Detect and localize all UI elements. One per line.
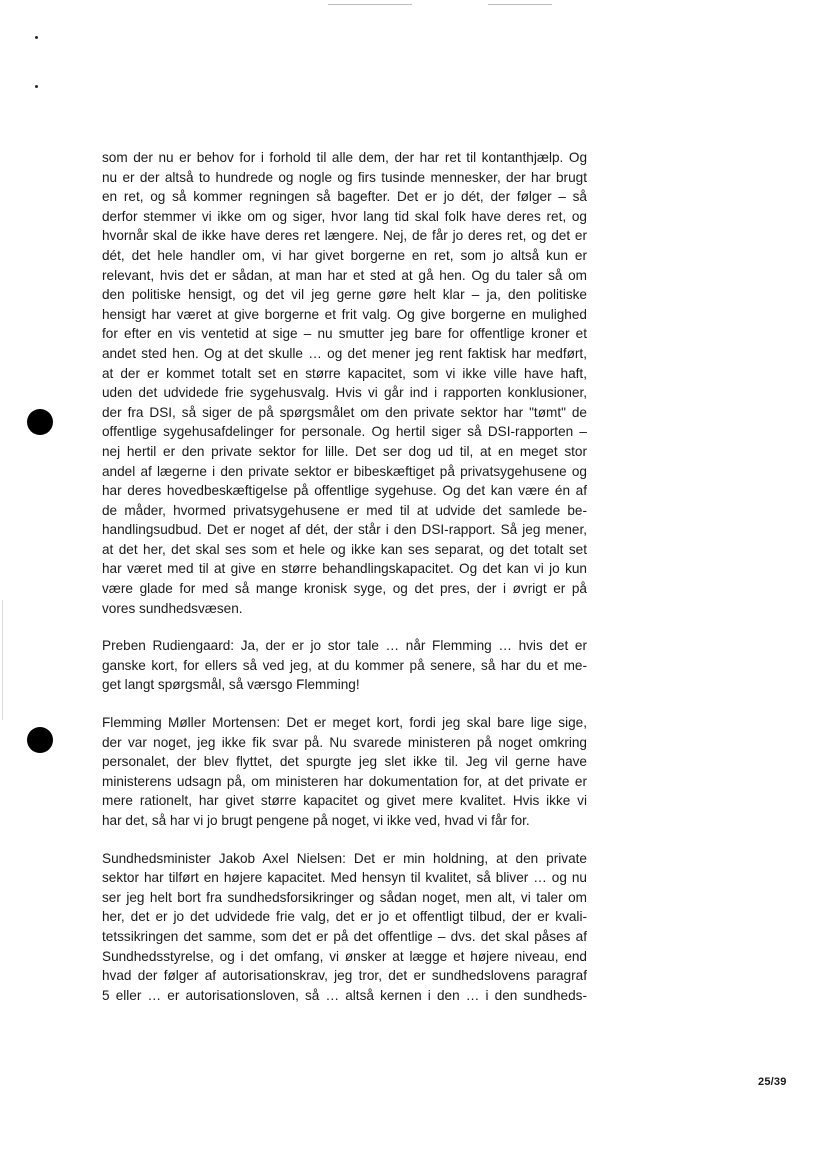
text-line: Flemming Møller Mortensen: Det er meget kort, fordi jeg skal bare lige sige, [102,715,587,731]
text-line: Sundhedsstyrelse, og i det omfang, vi ønsker at lægge et højere niveau, end [102,948,587,964]
left-margin-mark [2,600,3,720]
text-line: en ret, og så kommer regningen så bagefter. Det er jo dét, der følger – så [102,189,587,205]
text-line: offentlige sygehusafdelinger for personale. Og hertil siger så DSI-rapporten – [102,424,587,440]
text-line: har været med til at give en større behandlingskapacitet. Og det kan vi jo kun [102,561,587,577]
top-scan-rule-left [328,4,412,5]
paragraph [102,849,587,1006]
text-line: tetssikringen det samme, som det er på det offentlige – dvs. det skal påses af [102,928,587,944]
text-line: andel af lægerne i den private sektor er bibeskæftiget på privatsygehusene og [102,463,587,479]
page-number: 25/39 [758,1076,787,1088]
text-line: hvad der følger af autorisationskrav, jeg tror, det er sundhedslovens paragraf [102,968,587,984]
text-line: andet sted hen. Og at det skulle … og det mener jeg rent faktisk har medført, [102,345,587,361]
paragraph [102,636,587,695]
text-line: som der nu er behov for i forhold til alle dem, der har ret til kontanthjælp. Og [102,150,587,165]
text-line: har deres hovedbeskæftigelse på offentlige sygehuse. Og det kan være én af [102,483,587,499]
text-line: den politiske hensigt, og det vil jeg gerne gøre helt klar – ja, den politiske [102,287,587,303]
text-line: ministerens udsagn på, om ministeren har dokumentation for, at det private er [102,773,587,789]
scan-speck [35,85,38,88]
text-line: har det, så har vi jo brugt pengene på noget, vi ikke ved, hvad vi får for. [102,813,530,828]
text-line: 5 eller … er autorisationsloven, så … altså kernen i den … i den sundheds- [102,987,587,1003]
text-line: Preben Rudiengaard: Ja, der er jo stor tale … når Flemming … hvis det er [102,638,587,654]
text-line: nej hertil er den private sektor for lille. Det ser dog ud til, at en meget stor [102,443,587,459]
text-line: der var noget, jeg ikke fik svar på. Nu svarede ministeren på noget omkring [102,734,587,750]
paragraph [102,713,587,831]
top-scan-rule-right [488,4,552,5]
text-line: dét, det hele handler om, vi har givet borgerne en ret, som jo altså kun er [102,247,587,263]
text-line: hensigt har været at give borgerne et frit valg. Og give borgerne en mulighed [102,306,587,322]
text-line: handlingsudbud. Det er noget af dét, der står i den DSI-rapport. Så jeg mener, [102,522,587,538]
text-line: uden det udvidede frie sygehusvalg. Hvis vi går ind i rapporten konklusioner, [102,385,587,401]
document-body [102,148,587,1023]
text-line: de måder, hvormed privatsygehusene er med til at udvide det samlede be- [102,502,587,518]
text-line: der fra DSI, så siger de på spørgsmålet om den private sektor har "tømt" de [102,404,587,420]
text-line: ganske kort, for ellers så ved jeg, at du kommer på senere, så har du et me- [102,657,587,673]
text-line: mere rationelt, har givet større kapacitet og givet mere kvalitet. Hvis ikke vi [102,793,587,809]
text-line: personalet, der blev flyttet, det spurgte jeg slet ikke til. Jeg vil gerne have [102,754,587,770]
punch-hole-upper [27,409,53,435]
text-line: vores sundhedsvæsen. [102,600,243,616]
text-line: get langt spørgsmål, så værsgo Flemming! [102,677,360,693]
paragraph [102,148,587,618]
text-line: hvornår skal de ikke have deres ret længere. Nej, de får jo deres ret, og det er [102,228,587,244]
text-line: at det her, det skal ses som et hele og ikke kan ses separat, og det totalt set [102,541,587,557]
text-line: relevant, hvis det er sådan, at man har et sted at gå hen. Og du taler så om [102,267,587,283]
text-line: ser jeg helt bort fra sundhedsforsikringer og sådan noget, men alt, vi taler om [102,889,587,905]
text-line: nu er der altså to hundrede og nogle og firs tusinde mennesker, der har brugt [102,169,587,185]
punch-hole-lower [27,727,53,753]
text-line: her, det er jo det udvidede frie valg, det er jo et offentligt tilbud, der er kvali- [102,909,587,925]
text-line: sektor har tilført en højere kapacitet. Med hensyn til kvalitet, så bliver … og nu [102,870,587,886]
text-line: derfor stemmer vi ikke om og siger, hvor lang tid skal folk have deres ret, og [102,208,587,224]
text-line: Sundhedsminister Jakob Axel Nielsen: Det er min holdning, at den private [102,850,587,866]
text-line: være glade for med så mange kronisk syge, og det pres, der i øvrigt er på [102,581,587,597]
scan-speck [35,36,38,39]
text-line: at der er kommet totalt set en større kapacitet, som vi ikke ville have haft, [102,365,587,381]
text-line: for efter en vis ventetid at sige – nu smutter jeg bare for offentlige kroner et [102,326,587,342]
